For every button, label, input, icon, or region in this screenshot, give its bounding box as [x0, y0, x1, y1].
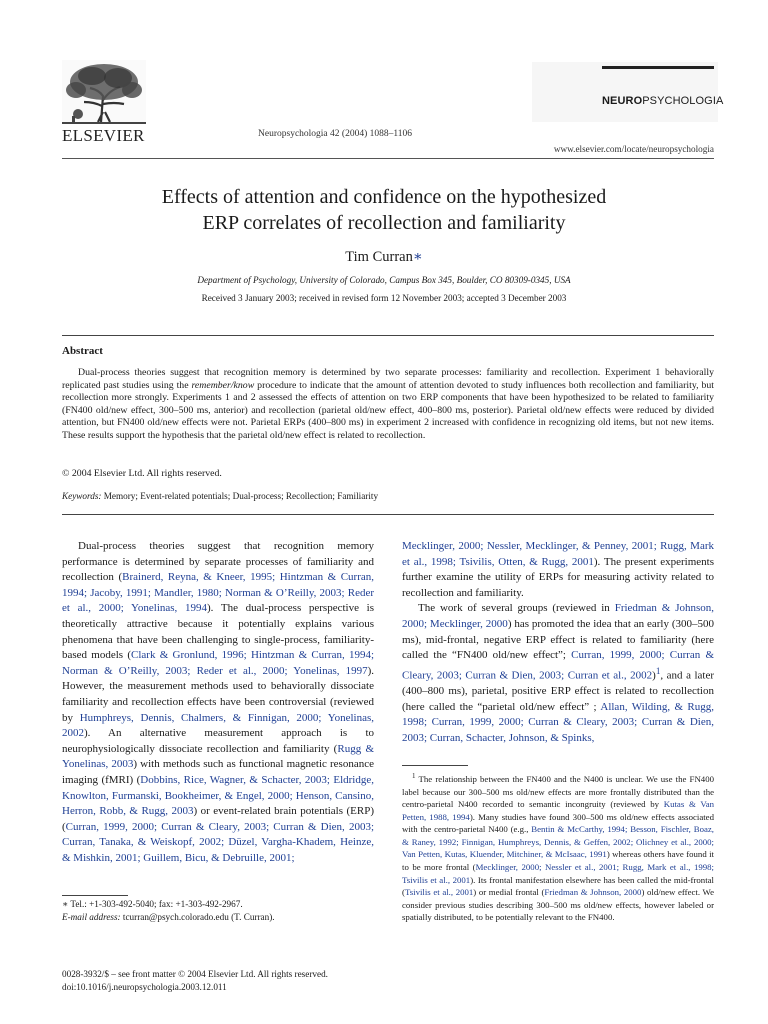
footnote-rule-right: [402, 765, 468, 766]
author-footnote-mark[interactable]: ∗: [412, 249, 423, 265]
text-run: ). However, the measurement methods used to behaviorally dissociate familiarity and recollection effects have been controversial (reviewed by: [62, 664, 374, 724]
article-title: [100, 184, 668, 236]
author-contact: ∗ Tel.: +1-303-492-5040; fax: +1-303-492-2967.: [62, 899, 243, 909]
body-column-left: [62, 539, 374, 866]
text-run: ) or medial frontal (: [473, 887, 545, 898]
citation-link[interactable]: Rugg & Yonelinas, 2003: [62, 742, 374, 771]
footnote-mark[interactable]: 1: [655, 665, 661, 676]
text-run: ). Many studies have found 300–500 ms old/new effects associated with the centro-parietal N400 (e.g.,: [402, 811, 714, 835]
text-run: ) whereas others have found it to be more frontal (: [402, 849, 714, 873]
footnote-rule-left: [62, 895, 128, 896]
citation-link[interactable]: Mecklinger, 2000; Nessler et al., 2001; Rugg, Mark et al., 1998; Tsivilis et al., 2001: [402, 862, 715, 885]
author-footnote: [62, 898, 374, 924]
abstract-body: [62, 367, 714, 443]
abstract-copyright: © 2004 Elsevier Ltd. All rights reserved.: [62, 468, 222, 479]
publisher-name: ELSEVIER: [62, 126, 145, 145]
keywords-text: Memory; Event-related potentials; Dual-process; Recollection; Familiarity: [101, 491, 379, 501]
author-line: [0, 249, 768, 266]
text-run: ). The present experiments further examine the utility of ERPs for measuring activity related to recollection and familiarity.: [402, 555, 714, 599]
continued-paragraph: [402, 539, 714, 601]
text-run: The work of several groups (reviewed in: [418, 602, 615, 615]
abstract-text-a: Dual-process theories suggest that recognition memory is determined by two separate processes: familiarity and recollection. Experiment 1 behaviorally replicated past studies using the: [62, 367, 714, 391]
citation-link[interactable]: Curran, 1999, 2000; Curran & Cleary, 2003; Curran & Dien, 2003; Curran, Tanaka, & Weiskopf, 2002; Düzel, Vargha-Khadem, Heinze, & Mishkin, 2001; Guillem, Bicu, & Debruille, 2001;: [62, 820, 374, 864]
body-column-right: [402, 539, 714, 746]
citation-link[interactable]: Tsivilis et al., 2001: [404, 887, 474, 898]
keywords-label: Keywords:: [62, 491, 102, 501]
citation-link[interactable]: Kutas & Van Petten, 1988, 1994: [402, 799, 714, 822]
front-matter: [62, 968, 328, 995]
author-name: Tim Curran: [345, 249, 413, 265]
author-email-line: [62, 911, 374, 924]
elsevier-tree-logo: [62, 60, 146, 124]
received-dates: Received 3 January 2003; received in revised form 12 November 2003; accepted 3 December 2003: [201, 293, 567, 303]
text-run: ). Its frontal manifestation elsewhere has been called the mid-frontal (: [402, 874, 714, 898]
journal-url[interactable]: www.elsevier.com/locate/neuropsychologia: [553, 144, 714, 154]
citation-link[interactable]: Clark & Gronlund, 1996; Hintzman & Curran, 1994; Norman & O’Reilly, 2003; Reder et al., 2000; Yonelinas, 1997: [62, 649, 375, 677]
abstract-top-rule: [62, 335, 714, 336]
citation-link[interactable]: Mecklinger, 2000; Nessler, Mecklinger, & Penney, 2001; Rugg, Mark et al., 1998; Tsivilis, Otten, & Rugg, 2001: [402, 540, 714, 568]
keywords-bottom-rule: [62, 514, 714, 515]
header-divider: [62, 158, 714, 159]
doi-line[interactable]: doi:10.1016/j.neuropsychologia.2003.12.011: [62, 982, 227, 993]
citation-link[interactable]: Friedman & Johnson, 2000; Mecklinger, 2000: [402, 602, 714, 630]
text-run: ): [652, 669, 656, 682]
citation-link[interactable]: Humphreys, Dennis, Chalmers, & Finnigan, 2000; Yonelinas, 2002: [62, 711, 374, 740]
text-run: The relationship between the FN400 and the N400 is unclear. We use the FN400 label because our 300–500 ms old/new effects are more frontally distributed than the centro-parietal N400 recorded to semantic incongruity (reviewed by: [402, 773, 714, 810]
text-run: , and a later (400–800 ms), parietal, positive ERP effect is related to recollection (here called the “parietal old/new effect” ;: [402, 669, 714, 713]
masthead-band: [532, 62, 718, 122]
journal-name-bold: NEURO: [602, 95, 643, 107]
footnote-1: [402, 770, 714, 924]
email-label: E-mail address:: [62, 912, 121, 922]
citation-link[interactable]: Brainerd, Reyna, & Kneer, 1995; Hintzman & Curran, 1994; Jacoby, 1991; Mandler, 1980; Norman & O’Reilly, 2003; Reder et al., 2000; Yonelinas, 1994: [62, 571, 374, 615]
text-run: ). The dual-process perspective is theoretically attractive because it potentially explains various phenomena that have been challenging to single-process, familiarity-based models (: [62, 602, 374, 662]
citation-link[interactable]: Dobbins, Rice, Wagner, & Schacter, 2003; Eldridge, Knowlton, Furmanski, Bookheimer, & Engel, 2000; Henson, Cansino, Herron, Robb, & Rugg, 2003: [62, 773, 374, 818]
text-run: ) with methods such as functional magnetic resonance imaging (fMRI) (: [62, 758, 374, 786]
citation-link[interactable]: Curran, 1999, 2000; Curran & Cleary, 2003; Curran & Dien, 2003; Curran et al., 2002: [402, 649, 714, 682]
journal-citation: Neuropsychologia 42 (2004) 1088–1106: [258, 129, 412, 139]
author-email[interactable]: tcurran@psych.colorado.edu (T. Curran).: [120, 912, 275, 922]
journal-name-rest: PSYCHOLOGIA: [642, 95, 724, 107]
masthead-rule: [602, 66, 714, 69]
affiliation: Department of Psychology, University of Colorado, Campus Box 345, Boulder, CO 80309-0345, USA: [197, 275, 571, 285]
citation-link[interactable]: Bentin & McCarthy, 1994; Besson, Fischler, Boaz, & Raney, 1992; Finnigan, Humphreys, Dennis, & Geffen, 2002; Olichney et al., 2000; Van Petten, Kutas, Kluender, Mitchiner, & McIsaac, 1991: [402, 824, 714, 860]
journal-name: [602, 95, 723, 107]
text-run: ). An alternative measurement approach is to neurophysiologically dissociate recollection and familiarity (: [62, 727, 374, 755]
abstract-emphasis: remember/know: [191, 379, 255, 391]
issn-line: 0028-3932/$ – see front matter © 2004 Elsevier Ltd. All rights reserved.: [62, 969, 328, 979]
citation-link[interactable]: Friedman & Johnson, 2000: [544, 887, 642, 898]
intro-paragraph: [62, 539, 374, 866]
abstract-heading: Abstract: [62, 345, 103, 357]
keywords: [62, 491, 378, 501]
text-run: Dual-process theories suggest that recognition memory performance is determined by separate processes of familiarity and recollection (: [62, 540, 374, 584]
abstract-text-b: procedure to indicate that the amount of attention devoted to study influences both recollection and familiarity, but recollection more strongly. Experiments 1 and 2 assessed the effects of attention on two ERP components that have been hypothesized to be related to familiarity (FN400 old/new effect, 300–500 ms, anterior) and recollection (parietal old/new effect, 400–800 ms, posterior). Parietal old/new effects were reduced by divided attention, but FN400 old/new effects were not. Parietal ERPs (400–800 ms) in experiment 2 increased with confidence in recognizing old items, but not new items. These results support the hypothesis that the parietal old/new effect is related to recollection.: [62, 379, 714, 441]
title-line-1: Effects of attention and confidence on the hypothesized: [161, 186, 607, 208]
text-run: ) old/new effect. We consider previous studies describing 300–500 ms old/new effects, however labeled or spatially distributed, to be potentially relevant to the FN400.: [402, 887, 714, 923]
text-run: ) or event-related brain potentials (ERP) (: [62, 805, 374, 833]
footnote-number: 1: [412, 772, 416, 780]
text-run: ) has promoted the idea that an early (300–500 ms), mid-frontal, negative ERP effect is related to familiarity (here called the “FN400 old/new effect”;: [402, 617, 714, 662]
fn400-paragraph: [402, 601, 714, 746]
title-line-2: ERP correlates of recollection and familiarity: [202, 212, 566, 234]
citation-link[interactable]: Allan, Wilding, & Rugg, 1998; Curran, 1999, 2000; Curran & Cleary, 2003; Curran & Dien, 2003; Curran, Schacter, Johnson, & Spinks,: [402, 700, 714, 744]
